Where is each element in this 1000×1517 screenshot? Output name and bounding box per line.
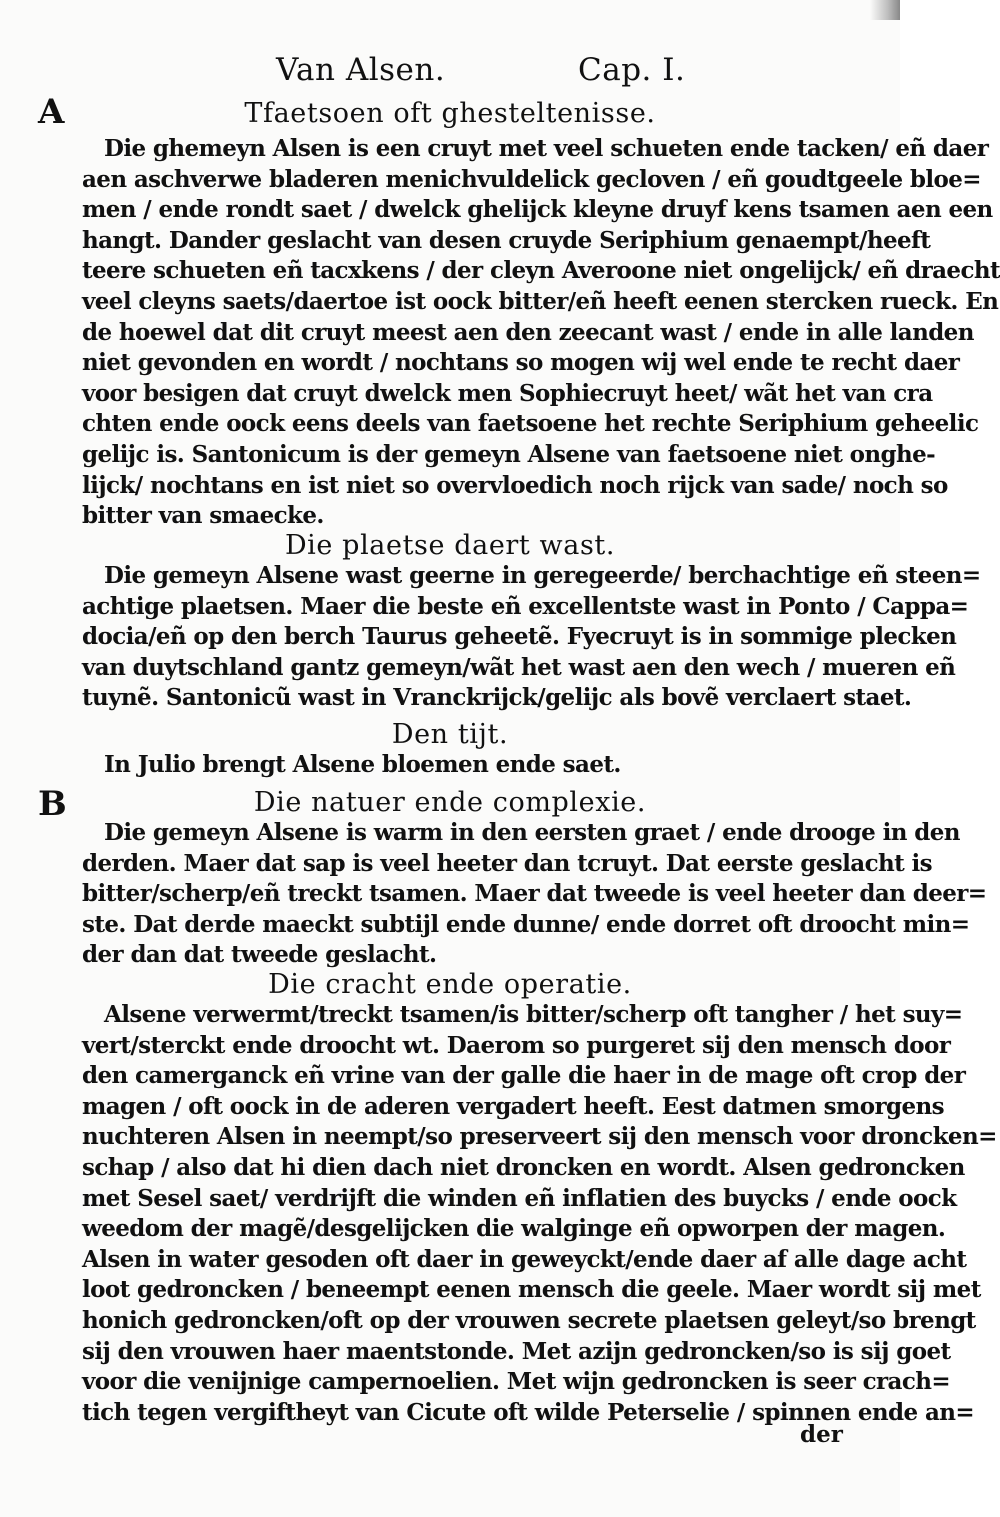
section-heading-nature: Die natuer ende complexie. — [253, 787, 647, 818]
text-line: bitter/scherp/eñ treckt tsamen. Maer dat tweede is veel heeter dan deer= — [82, 880, 987, 908]
text-line: tich tegen vergiftheyt van Cicute oft wilde Peterselie / spinnen ende an= — [82, 1398, 975, 1426]
section-heading-time: Den tijt. — [391, 719, 509, 750]
text-line: Die gemeyn Alsene wast geerne in geregeerde/ berchachtige eñ steen= — [104, 562, 981, 589]
text-line: niet gevonden en wordt / nochtans so mogen wij wel ende te recht daer — [82, 349, 960, 377]
text-line: bitter van smaecke. — [82, 502, 324, 530]
page-edge-shadow — [870, 0, 900, 20]
text-line: Die gemeyn Alsene is warm in den eersten graet / ende drooge in den — [104, 819, 960, 846]
section-time-body — [82, 750, 844, 781]
text-line: Die ghemeyn Alsen is een cruyt met veel schueten ende tacken/ eñ daer — [104, 135, 989, 162]
text-line: docia/eñ op den berch Taurus geheetẽ. Fyecruyt is in sommige plecken — [82, 623, 957, 651]
text-line: voor die venijnige campernoelien. Met wijn gedroncken is seer crach= — [82, 1368, 951, 1396]
text-line: achtige plaetsen. Maer die beste eñ excellentste wast in Ponto / Cappa= — [82, 592, 969, 620]
text-line: lijck/ nochtans en ist niet so overvloedich noch rijck van sade/ noch so — [82, 471, 948, 499]
text-line: de hoewel dat dit cruyt meest aen den zeecant wast / ende in alle landen — [82, 318, 974, 346]
text-line: In Julio brengt Alsene bloemen ende saet. — [104, 751, 621, 778]
section-heading-operation: Die cracht ende operatie. — [268, 969, 632, 1000]
text-line: loot gedroncken / beneempt eenen mensch die geele. Maer wordt sij met — [82, 1276, 981, 1304]
running-head-title: Van Alsen. — [276, 52, 446, 88]
text-line: teere schueten eñ tacxkens / der cleyn Averoone niet ongelijck/ eñ draecht — [82, 257, 1000, 285]
chapter-number: Cap. I. — [578, 52, 686, 88]
text-line: met Sesel saet/ verdrijft die winden eñ inflatien des buycks / ende oock — [82, 1184, 957, 1212]
section-nature-body — [82, 818, 987, 971]
text-line: Alsen in water gesoden oft daer in geweyckt/ende daer af alle dage acht — [82, 1245, 967, 1273]
section-shape-body — [82, 134, 1000, 532]
text-line: men / ende rondt saet / dwelck ghelijck kleyne druyf kens tsamen aen een — [82, 196, 993, 224]
section-heading-shape: Tfaetsoen oft ghesteltenisse. — [244, 98, 656, 129]
text-line: schap / also dat hi dien dach niet droncken en wordt. Alsen gedroncken — [82, 1153, 965, 1181]
text-line: derden. Maer dat sap is veel heeter dan tcruyt. Dat eerste geslacht is — [82, 849, 933, 877]
text-line: veel cleyns saets/daertoe ist oock bitter/eñ heeft eenen stercken rueck. En — [82, 287, 999, 315]
text-line: tuynẽ. Santonicũ wast in Vranckrijck/gelijc als bovẽ verclaert staet. — [82, 684, 912, 712]
text-line: den camerganck eñ vrine van der galle die haer in de mage oft crop der — [82, 1062, 966, 1090]
section-heading-place: Die plaetse daert wast. — [284, 530, 616, 561]
margin-letter-a: A — [38, 92, 65, 132]
running-head — [0, 52, 900, 96]
text-line: voor besigen dat cruyt dwelck men Sophiecruyt heet/ wãt het van cra — [82, 379, 933, 407]
text-line: magen / oft oock in de aderen vergadert heeft. Eest datmen smorgens — [82, 1092, 944, 1120]
text-line: van duytschland gantz gemeyn/wãt het wast aen den wech / mueren eñ — [82, 653, 956, 681]
catchword: der — [800, 1421, 843, 1448]
text-line: chten ende oock eens deels van faetsoene het rechte Seriphium geheelic — [82, 410, 979, 438]
section-operation-body — [82, 1000, 997, 1428]
margin-letter-b: B — [38, 784, 67, 824]
text-line: nuchteren Alsen in neempt/so preserveert sij den mensch voor droncken= — [82, 1123, 997, 1151]
text-line: hangt. Dander geslacht van desen cruyde Seriphium genaempt/heeft — [82, 226, 931, 254]
text-line: honich gedroncken/oft op der vrouwen secrete plaetsen geleyt/so brengt — [82, 1306, 976, 1334]
text-line: der dan dat tweede geslacht. — [82, 941, 437, 969]
text-line: sij den vrouwen haer maentstonde. Met azijn gedroncken/so is sij goet — [82, 1337, 951, 1365]
text-line: gelijc is. Santonicum is der gemeyn Alsene van faetsoene niet onghe- — [82, 440, 936, 468]
text-line: aen aschverwe bladeren menichvuldelick gecloven / eñ goudtgeele bloe= — [82, 165, 981, 193]
text-line: weedom der magẽ/desgelijcken die walginge eñ opworpen der magen. — [82, 1215, 946, 1243]
text-line: vert/sterckt ende droocht wt. Daerom so purgeret sij den mensch door — [82, 1031, 951, 1059]
text-line: Alsene verwermt/treckt tsamen/is bitter/scherp oft tangher / het suy= — [104, 1001, 963, 1028]
text-line: ste. Dat derde maeckt subtijl ende dunne/ ende dorret oft droocht min= — [82, 910, 970, 938]
section-place-body — [82, 561, 981, 714]
